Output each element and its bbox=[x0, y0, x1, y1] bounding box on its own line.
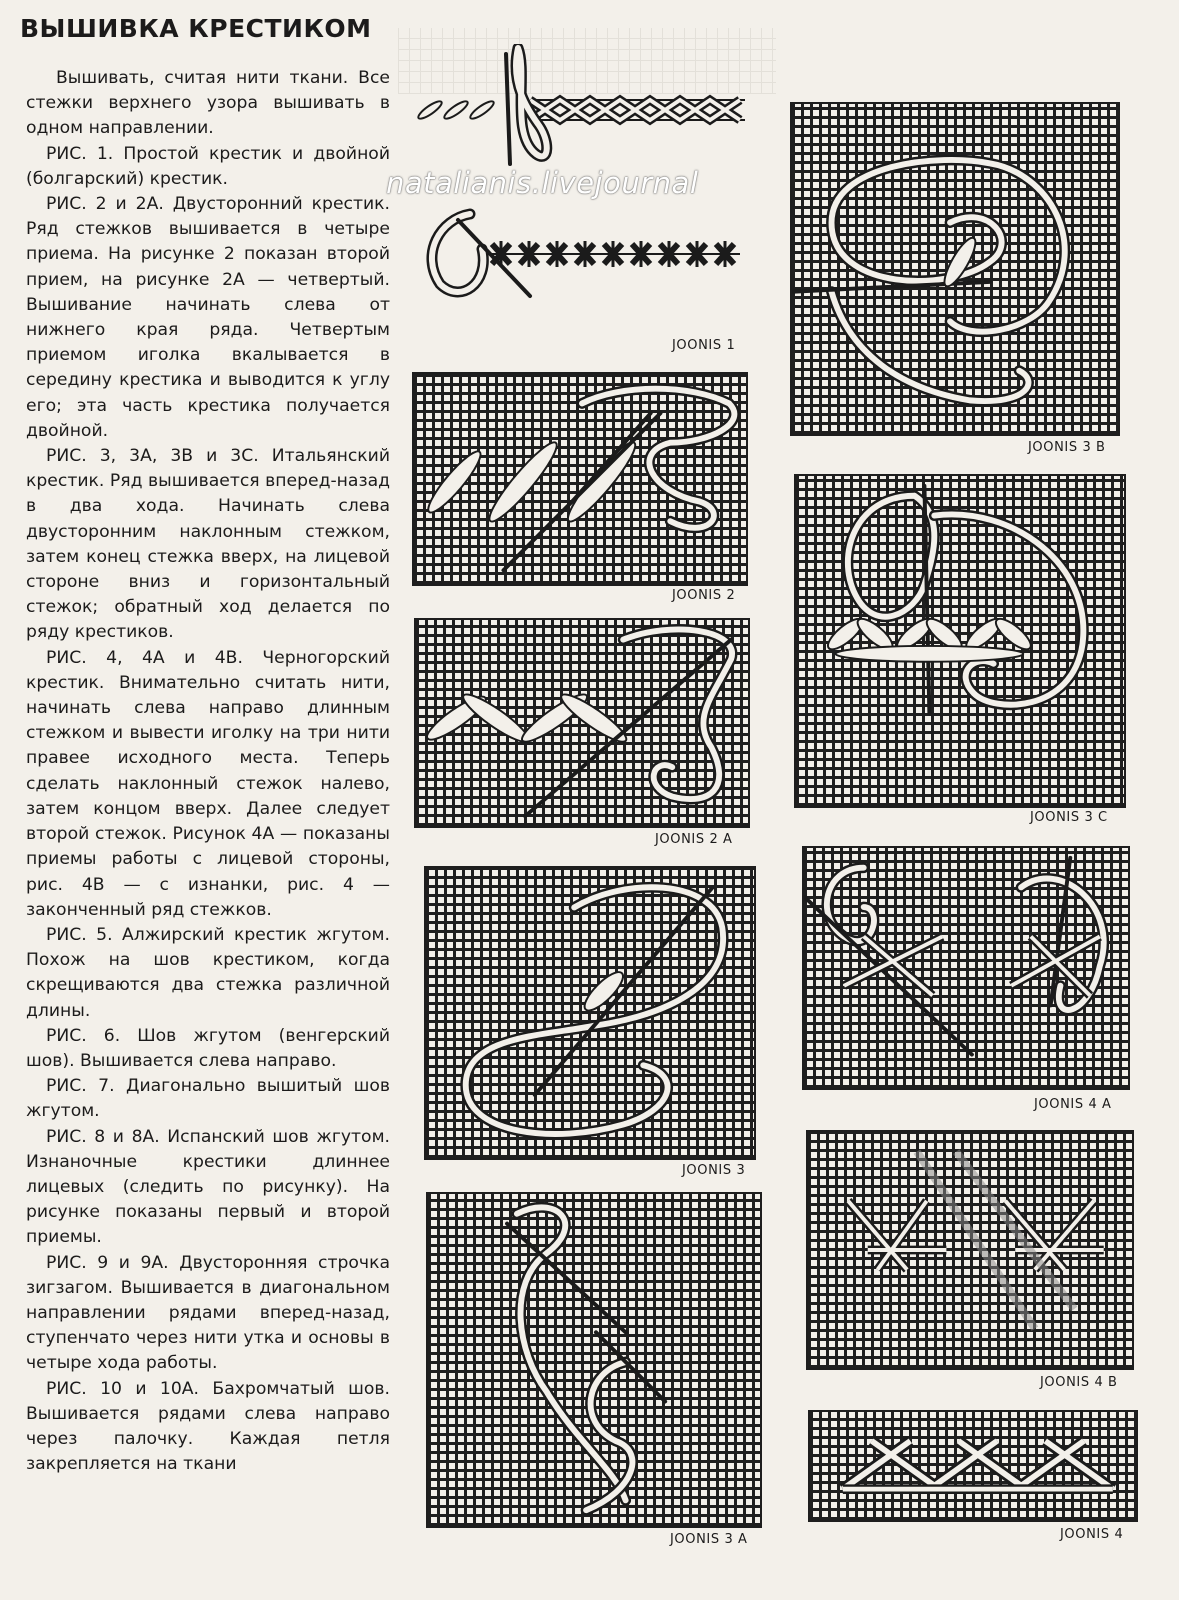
paragraph-fig-8: РИС. 8 и 8А. Испанский шов жгутом. Изнаночные крестики длиннее лицевых (следить по рисунку). На рисунке показаны первый и второй приемы. bbox=[26, 1126, 390, 1248]
paragraph-fig-1: РИС. 1. Простой крестик и двойной (болгарский) крестик. bbox=[26, 143, 390, 189]
figure-joonis-4b bbox=[806, 1130, 1134, 1370]
caption-joonis-2a: JOONIS 2 A bbox=[655, 832, 733, 847]
figure-joonis-2a bbox=[414, 618, 750, 828]
paragraph-fig-5: РИС. 5. Алжирский крестик жгутом. Похож на шов крестиком, когда скрещиваются два стежка различной длины. bbox=[26, 924, 390, 1021]
paragraph-fig-4: РИС. 4, 4А и 4В. Черногорский крестик. Внимательно считать нити, начинать слева направо длинным стежком и вывести иголку на три нити правее исходного места. Теперь сделать наклонный стежок налево, затем концом вверх. Далее следует второй стежок. Рисунок 4А — показаны приемы работы с лицевой стороны, рис. 4В — с изнанки, рис. 4 — законченный ряд стежков. bbox=[26, 647, 390, 920]
italian-cross-stitch-step-b-illustration bbox=[792, 104, 1118, 434]
paragraph-fig-9: РИС. 9 и 9А. Двусторонняя строчка зигзагом. Вышивается в диагональном направлении рядами вперед-назад, ступенчато через нити утка и основы в четыре хода работы. bbox=[26, 1252, 390, 1374]
paragraph-fig-3: РИС. 3, 3А, 3В и 3С. Итальянский крестик. Ряд вышивается вперед-назад в два хода. Начинать слева двусторонним наклонным стежком, затем конец стежка вверх, на лицевой стороне вниз и горизонтальный стежок; обратный ход делается по ряду крестиков. bbox=[26, 446, 390, 643]
figure-joonis-3 bbox=[424, 866, 756, 1160]
paragraph-fig-7: РИС. 7. Диагонально вышитый шов жгутом. bbox=[26, 1076, 390, 1122]
italian-cross-stitch-step-c-illustration bbox=[796, 476, 1124, 806]
stitch-row-top bbox=[416, 48, 745, 164]
caption-joonis-3: JOONIS 3 bbox=[682, 1163, 746, 1178]
caption-joonis-2: JOONIS 2 bbox=[672, 588, 736, 603]
caption-joonis-4b: JOONIS 4 B bbox=[1040, 1375, 1118, 1390]
figure-joonis-2 bbox=[412, 372, 748, 586]
page-title: ВЫШИВКА КРЕСТИКОМ bbox=[20, 14, 372, 43]
stitch-row-bottom bbox=[432, 214, 740, 296]
montenegrin-cross-stitch-finished-row-illustration bbox=[810, 1412, 1136, 1520]
figure-joonis-4 bbox=[808, 1410, 1138, 1522]
caption-joonis-1: JOONIS 1 bbox=[672, 338, 736, 353]
caption-joonis-3a: JOONIS 3 A bbox=[670, 1532, 748, 1547]
figure-joonis-3a bbox=[426, 1192, 762, 1528]
italian-cross-stitch-step-a-illustration bbox=[428, 1194, 760, 1526]
paragraph-fig-2: РИС. 2 и 2А. Двусторонний крестик. Ряд стежков вышивается в четыре приема. На рисунке 2 показан второй прием, на рисунке 2А — четвертый. Вышивание начинать слева от нижнего края ряда. Четвертым приемом иголка вкалывается в середину крестика и выводится к углу его; эта часть крестика получается двойной. bbox=[26, 194, 390, 441]
caption-joonis-3c: JOONIS 3 C bbox=[1030, 810, 1108, 825]
figure-joonis-3b bbox=[790, 102, 1120, 436]
montenegrin-cross-stitch-illustration bbox=[804, 848, 1128, 1088]
montenegrin-cross-stitch-reverse-illustration bbox=[808, 1132, 1132, 1368]
article-text bbox=[26, 66, 390, 1477]
watermark: natalianis.livejournal bbox=[386, 166, 699, 200]
figure-joonis-3c bbox=[794, 474, 1126, 808]
caption-joonis-4a: JOONIS 4 A bbox=[1034, 1097, 1112, 1112]
caption-joonis-4: JOONIS 4 bbox=[1060, 1527, 1124, 1542]
figure-joonis-4a bbox=[802, 846, 1130, 1090]
caption-joonis-3b: JOONIS 3 B bbox=[1028, 440, 1106, 455]
double-cross-stitch-illustration bbox=[414, 374, 746, 584]
paragraph-fig-10: РИС. 10 и 10А. Бахромчатый шов. Вышивается рядами слева направо через палочку. Каждая петля закрепляется на ткани bbox=[26, 1378, 390, 1475]
italian-cross-stitch-illustration bbox=[426, 868, 754, 1158]
double-cross-stitch-step-illustration bbox=[416, 620, 748, 826]
paragraph-fig-6: РИС. 6. Шов жгутом (венгерский шов). Вышивается слева направо. bbox=[26, 1025, 390, 1071]
paragraph-intro: Вышивать, считая нити ткани. Все стежки верхнего узора вышивать в одном направлении. bbox=[26, 68, 390, 139]
